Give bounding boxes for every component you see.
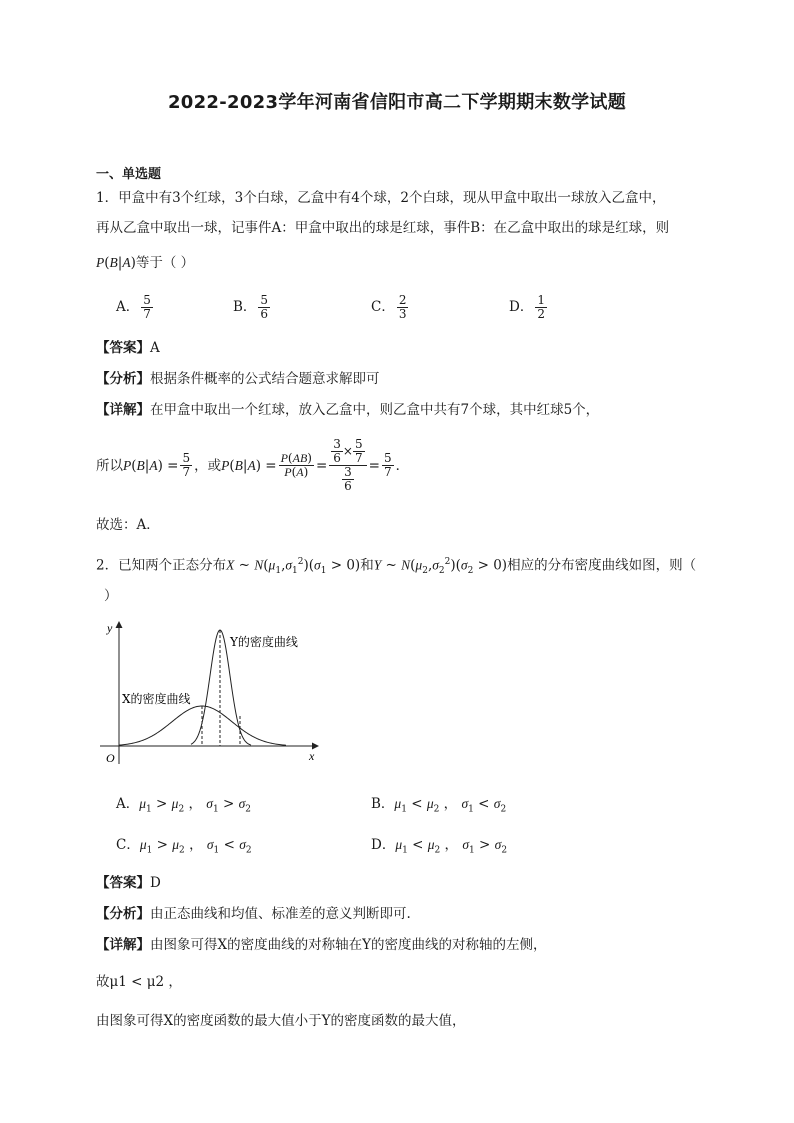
q1-analysis: 【分析】根据条件概率的公式结合题意求解即可 — [96, 371, 380, 387]
q1-line-1: 1．甲盒中有3个红球，3个白球，乙盒中有4个球，2个白球，现从甲盒中取出一球放入乙盒中， — [96, 190, 666, 206]
density-curve-figure — [96, 618, 336, 770]
q2-line-1: 2．已知两个正态分布X ~ $N(\mu_1,\sigma_1^2)(\sigma_1 > 0)$和Y ~ $N(\mu_2,\sigma_2^2)(\sigma_2 > 0)$相应的分布密度曲线如图，则（ — [96, 557, 697, 577]
option-label: D． — [509, 299, 534, 315]
q1-formula: 所以P(B|A) = $\frac{5}{7}$ ，或P(B|A) = $\frac{P(AB)}{P(A)}$ = $\frac{3}{6}$ × $\frac{5}{7}$ $\frac{3}{6}$ = $\frac{5}{7}$ ． — [96, 437, 410, 493]
option-fraction: $\frac{5}{7}$ — [143, 293, 151, 321]
origin-label: O — [106, 751, 115, 765]
option-label: B． — [233, 299, 257, 315]
q2-answer: 【答案】D — [96, 875, 161, 891]
q1-option-a[interactable] — [116, 294, 155, 321]
q1-answer: 【答案】A — [96, 340, 160, 356]
x-axis-label: x — [309, 749, 315, 763]
q2-mu-conclusion: 故μ1 < μ2 ， — [96, 974, 182, 990]
q2-option-a[interactable]: A．$\mu_1 > \mu_2$ ， $\sigma_1 > \sigma_2$ — [116, 796, 251, 815]
q2-detail: 【详解】由图象可得X的密度曲线的对称轴在Y的密度曲线的对称轴的左侧， — [96, 937, 547, 953]
q1-expression: P(B|A) — [96, 255, 136, 271]
q2-option-d[interactable]: D．$\mu_1 < \mu_2$ ， $\sigma_1 > \sigma_2$ — [371, 837, 508, 856]
q1-line-3 — [96, 253, 194, 273]
q1-option-b[interactable] — [233, 294, 272, 321]
y-curve-label: Y的密度曲线 — [230, 635, 298, 649]
q1-line-3-tail: 等于（ ） — [135, 255, 195, 271]
q2-last-line: 由图象可得X的密度函数的最大值小于Y的密度函数的最大值， — [96, 1013, 466, 1029]
q1-conclusion: 故选：A． — [96, 517, 160, 533]
q2-analysis: 【分析】由正态曲线和均值、标准差的意义判断即可. — [96, 906, 411, 922]
q1-option-d[interactable] — [509, 294, 549, 321]
option-label: A． — [116, 299, 140, 315]
q1-option-c[interactable] — [371, 294, 410, 321]
q2-option-b[interactable]: B．$\mu_1 < \mu_2$ ， $\sigma_1 < \sigma_2$ — [371, 796, 507, 815]
q2-option-c[interactable]: C．$\mu_1 > \mu_2$ ， $\sigma_1 < \sigma_2$ — [116, 837, 252, 856]
option-label: C． — [371, 299, 395, 315]
section-heading: 一、单选题 — [96, 167, 162, 182]
q1-line-2: 再从乙盒中取出一球，记事件A：甲盒中取出的球是红球，事件B：在乙盒中取出的球是红球，则 — [96, 220, 670, 236]
y-axis-label: y — [107, 621, 113, 635]
q2-line-2: ） — [104, 588, 118, 604]
option-fraction: $\frac{5}{6}$ — [260, 293, 269, 321]
option-fraction: $\frac{2}{3}$ — [398, 293, 407, 321]
option-fraction: $\frac{1}{2}$ — [537, 293, 545, 321]
q1-detail: 【详解】在甲盒中取出一个红球，放入乙盒中，则乙盒中共有7个球，其中红球5个， — [96, 402, 600, 418]
x-curve-label: X的密度曲线 — [122, 692, 191, 706]
page-title: 2022-2023学年河南省信阳市高二下学期期末数学试题 — [167, 92, 627, 113]
